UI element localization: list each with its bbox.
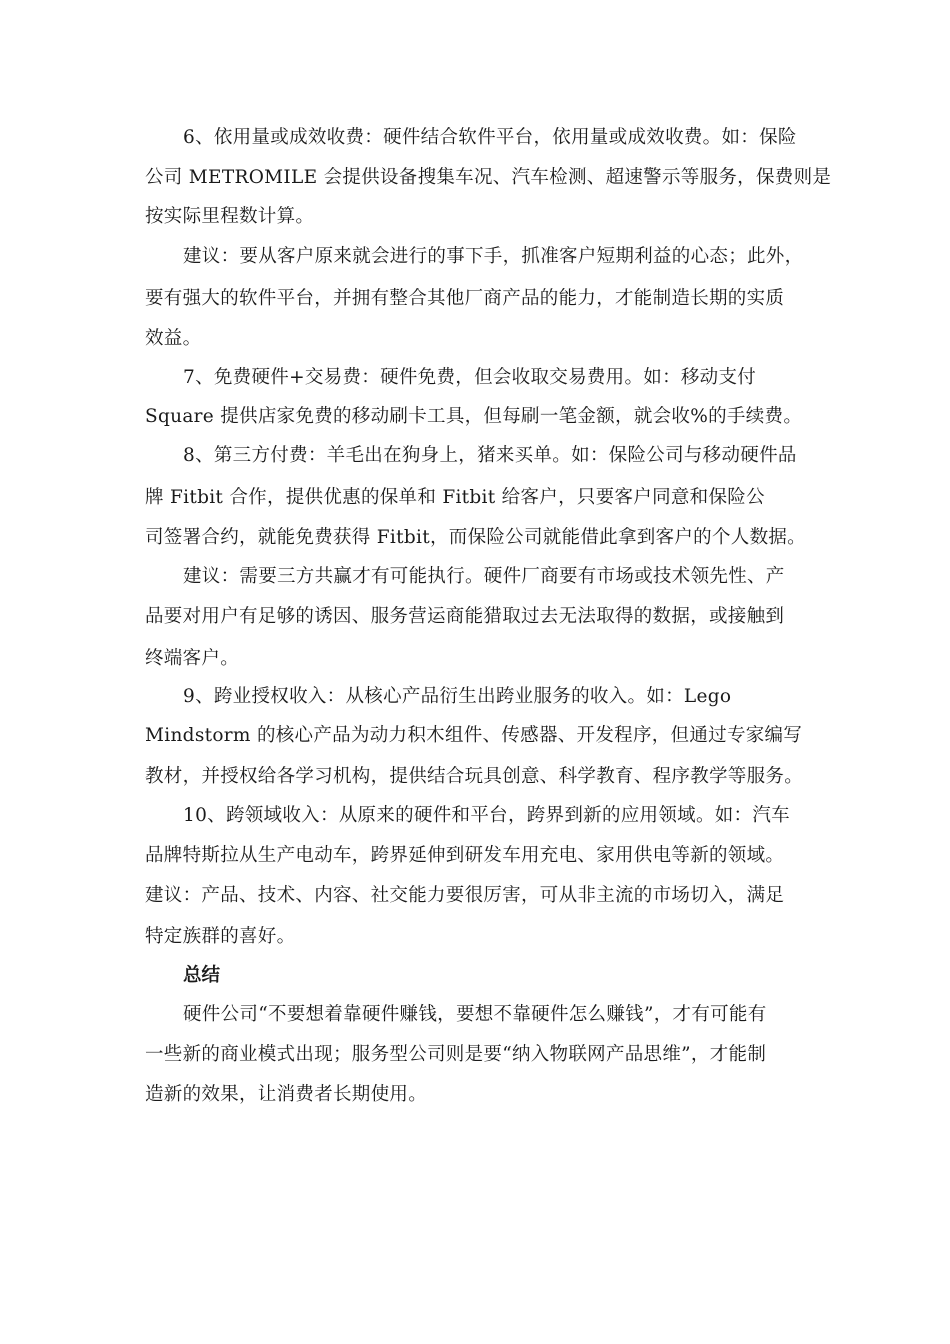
paragraph-line: 建议：产品、技术、内容、社交能力要很厉害，可从非主流的市场切入，满足 bbox=[145, 885, 785, 906]
paragraph-line: 6、依用量或成效收费：硬件结合软件平台，依用量或成效收费。如：保险 bbox=[183, 127, 797, 148]
paragraph-line: 品要对用户有足够的诱因、服务营运商能猎取过去无法取得的数据，或接触到 bbox=[145, 606, 785, 627]
paragraph-line: 按实际里程数计算。 bbox=[145, 206, 315, 227]
paragraph-line: 建议：需要三方共赢才有可能执行。硬件厂商要有市场或技术领先性、产 bbox=[183, 566, 785, 587]
paragraph-line: 9、跨业授权收入：从核心产品衍生出跨业服务的收入。如：Lego bbox=[183, 686, 732, 707]
paragraph-line: 司签署合约，就能免费获得 Fitbit，而保险公司就能借此拿到客户的个人数据。 bbox=[145, 527, 806, 548]
paragraph-line: 要有强大的软件平台，并拥有整合其他厂商产品的能力，才能制造长期的实质 bbox=[145, 288, 785, 309]
paragraph-line: 终端客户。 bbox=[145, 648, 240, 669]
paragraph-line: 硬件公司“不要想着靠硬件赚钱，要想不靠硬件怎么赚钱”，才有可能有 bbox=[183, 1004, 767, 1025]
paragraph-line: 8、第三方付费：羊毛出在狗身上，猪来买单。如：保险公司与移动硬件品 bbox=[183, 445, 797, 466]
paragraph-line: 效益。 bbox=[145, 328, 202, 349]
paragraph-line: 牌 Fitbit 合作，提供优惠的保单和 Fitbit 给客户，只要客户同意和保险公 bbox=[145, 487, 765, 508]
paragraph-line: 建议：要从客户原来就会进行的事下手，抓准客户短期利益的心态；此外， bbox=[183, 246, 804, 267]
section-heading: 总结 bbox=[183, 965, 221, 986]
paragraph-line: 品牌特斯拉从生产电动车，跨界延伸到研发车用充电、家用供电等新的领域。 bbox=[145, 845, 785, 866]
paragraph-line: Square 提供店家免费的移动刷卡工具，但每刷一笔金额，就会收%的手续费。 bbox=[145, 406, 803, 427]
paragraph-line: 特定族群的喜好。 bbox=[145, 926, 296, 947]
paragraph-line: 一些新的商业模式出现；服务型公司则是要“纳入物联网产品思维”，才能制 bbox=[145, 1044, 767, 1065]
paragraph-line: 10、跨领域收入：从原来的硬件和平台，跨界到新的应用领域。如：汽车 bbox=[183, 805, 790, 826]
paragraph-line: Mindstorm 的核心产品为动力积木组件、传感器、开发程序，但通过专家编写 bbox=[145, 725, 803, 746]
paragraph-line: 公司 METROMILE 会提供设备搜集车况、汽车检测、超速警示等服务，保费则是 bbox=[145, 167, 832, 188]
paragraph-line: 教材，并授权给各学习机构，提供结合玩具创意、科学教育、程序教学等服务。 bbox=[145, 766, 804, 787]
paragraph-line: 7、免费硬件+交易费：硬件免费，但会收取交易费用。如：移动支付 bbox=[183, 367, 757, 388]
paragraph-line: 造新的效果，让消费者长期使用。 bbox=[145, 1084, 428, 1105]
